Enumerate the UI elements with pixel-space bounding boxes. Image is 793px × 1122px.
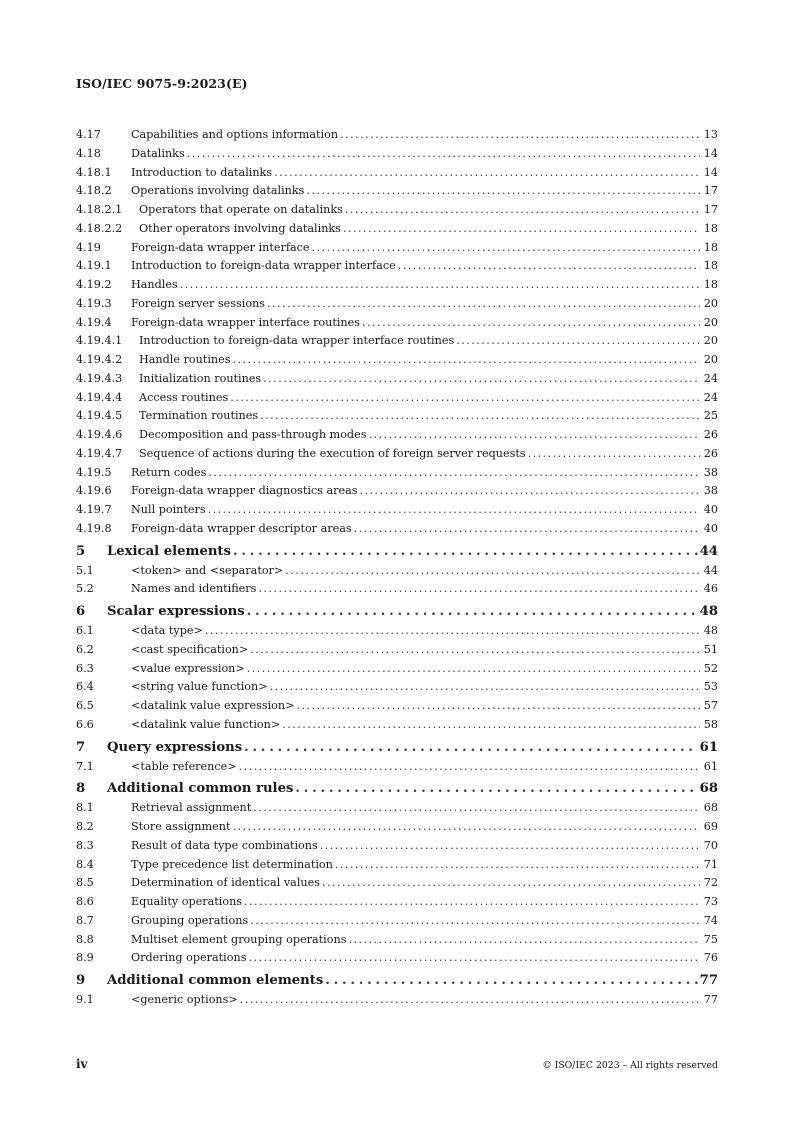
dot-leader bbox=[528, 445, 700, 464]
toc-entry-page: 58 bbox=[703, 717, 718, 731]
toc-entry-number: 4.19.4.7 bbox=[76, 446, 123, 460]
dot-leader bbox=[398, 257, 700, 276]
toc-entry-number: 4.18.2 bbox=[76, 184, 112, 198]
dot-leader bbox=[348, 931, 700, 950]
dot-leader bbox=[208, 501, 700, 520]
dot-leader bbox=[322, 874, 700, 893]
toc-entry-title: Determination of identical values bbox=[131, 876, 320, 890]
dot-leader bbox=[340, 126, 700, 145]
toc-entry-title: Introduction to foreign-data wrapper interface bbox=[131, 259, 396, 273]
toc-entry-title: <datalink value expression> bbox=[131, 699, 295, 712]
dot-leader bbox=[362, 314, 700, 333]
dot-leader bbox=[240, 991, 700, 1010]
toc-entry-number: 4.19.7 bbox=[76, 503, 112, 516]
toc-entry-page: 14 bbox=[703, 146, 718, 160]
toc-entry-title: Other operators involving datalinks bbox=[139, 221, 341, 235]
toc-entry-number: 4.19.8 bbox=[76, 521, 112, 535]
toc-entry-page: 26 bbox=[703, 446, 718, 460]
toc-entry-title: <datalink value function> bbox=[131, 717, 281, 731]
page-footer bbox=[76, 1057, 718, 1071]
toc-entry-number: 7.1 bbox=[76, 759, 94, 773]
toc-entry[interactable] bbox=[76, 351, 718, 370]
dot-leader bbox=[180, 276, 700, 295]
toc-entry-number: 4.19.4.2 bbox=[76, 353, 123, 366]
toc-entry[interactable] bbox=[76, 799, 718, 818]
toc-entry[interactable] bbox=[76, 818, 718, 837]
toc-entry-title: Operators that operate on datalinks bbox=[139, 203, 343, 216]
toc-entry[interactable] bbox=[76, 716, 718, 735]
toc-entry-number: 5 bbox=[76, 543, 86, 559]
toc-entry-number: 4.19 bbox=[76, 240, 101, 254]
toc-entry-number: 6.5 bbox=[76, 699, 94, 712]
dot-leader bbox=[274, 164, 700, 183]
dot-leader bbox=[320, 837, 700, 856]
toc-entry-page: 26 bbox=[703, 428, 718, 441]
toc-entry-page: 61 bbox=[699, 739, 718, 755]
dot-leader bbox=[247, 601, 698, 622]
dot-leader bbox=[306, 182, 700, 201]
toc-entry-page: 13 bbox=[703, 128, 718, 141]
toc-entry[interactable] bbox=[76, 562, 718, 581]
toc-entry-number: 4.19.6 bbox=[76, 484, 112, 498]
toc-entry-page: 53 bbox=[703, 680, 718, 694]
toc-entry[interactable] bbox=[76, 276, 718, 295]
toc-entry-title: Foreign server sessions bbox=[131, 296, 266, 310]
toc-entry-title: Sequence of actions during the execution of foreign server requests bbox=[139, 446, 526, 460]
toc-entry-page: 17 bbox=[703, 203, 718, 216]
toc-entry-title: Access routines bbox=[139, 390, 229, 404]
dot-leader bbox=[187, 145, 700, 164]
toc-entry-page: 44 bbox=[699, 543, 718, 559]
toc-entry-number: 5.1 bbox=[76, 563, 94, 577]
toc-entry[interactable] bbox=[76, 182, 718, 201]
toc-entry-number: 4.19.4 bbox=[76, 315, 112, 329]
toc-entry-page: 17 bbox=[703, 184, 718, 198]
toc-entry[interactable] bbox=[76, 949, 718, 968]
toc-entry-page: 44 bbox=[703, 563, 718, 577]
dot-leader bbox=[368, 426, 700, 445]
toc-entry-page: 69 bbox=[703, 820, 718, 833]
toc-entry-number: 8.8 bbox=[76, 932, 94, 946]
toc-entry-title: Lexical elements bbox=[107, 543, 231, 559]
toc-entry-number: 8 bbox=[76, 781, 86, 797]
dot-leader bbox=[258, 580, 700, 599]
dot-leader bbox=[335, 856, 700, 875]
toc-clause-entry[interactable] bbox=[76, 541, 718, 562]
toc-entry-number: 8.7 bbox=[76, 913, 94, 927]
dot-leader bbox=[343, 220, 700, 239]
toc-entry-page: 76 bbox=[703, 951, 718, 965]
toc-entry-title: Foreign-data wrapper diagnostics areas bbox=[131, 484, 358, 498]
toc-entry[interactable] bbox=[76, 678, 718, 697]
toc-entry-page: 68 bbox=[699, 781, 718, 797]
toc-clause-entry[interactable] bbox=[76, 970, 718, 991]
toc-entry[interactable] bbox=[76, 164, 718, 183]
toc-entry[interactable] bbox=[76, 295, 718, 314]
toc-entry-number: 9.1 bbox=[76, 993, 94, 1006]
toc-entry-number: 4.18.1 bbox=[76, 165, 112, 179]
toc-entry-number: 8.9 bbox=[76, 951, 94, 965]
toc-entry[interactable] bbox=[76, 314, 718, 333]
toc-entry[interactable] bbox=[76, 220, 718, 239]
toc-entry[interactable] bbox=[76, 407, 718, 426]
toc-entry[interactable] bbox=[76, 697, 718, 716]
toc-entry-title: Capabilities and options information bbox=[131, 128, 339, 141]
toc-entry-number: 6.6 bbox=[76, 717, 94, 731]
toc-entry-title: <table reference> bbox=[131, 759, 237, 773]
toc-entry-page: 40 bbox=[703, 503, 718, 516]
toc-entry-title: <token> and <separator> bbox=[131, 563, 284, 577]
toc-entry-title: Return codes bbox=[131, 465, 207, 479]
dot-leader bbox=[325, 970, 697, 991]
toc-entry-title: Retrieval assignment bbox=[131, 801, 252, 815]
toc-entry-number: 4.19.4.5 bbox=[76, 409, 123, 423]
toc-entry-number: 4.19.4.6 bbox=[76, 428, 123, 441]
toc-entry-title: Introduction to foreign-data wrapper interface routines bbox=[139, 334, 455, 348]
toc-entry-page: 46 bbox=[703, 582, 718, 596]
toc-entry[interactable] bbox=[76, 837, 718, 856]
toc-clause-entry[interactable] bbox=[76, 737, 718, 758]
toc-entry-page: 70 bbox=[703, 838, 718, 852]
dot-leader bbox=[456, 332, 700, 351]
toc-entry[interactable] bbox=[76, 145, 718, 164]
toc-entry[interactable] bbox=[76, 622, 718, 641]
toc-entry-page: 61 bbox=[703, 759, 718, 773]
toc-entry[interactable] bbox=[76, 257, 718, 276]
toc-entry[interactable] bbox=[76, 370, 718, 389]
toc-entry[interactable] bbox=[76, 912, 718, 931]
dot-leader bbox=[360, 482, 700, 501]
dot-leader bbox=[232, 818, 700, 837]
toc-entry-title: Store assignment bbox=[131, 820, 231, 833]
toc-entry-number: 4.19.4.1 bbox=[76, 334, 123, 348]
toc-entry-page: 51 bbox=[703, 642, 718, 656]
toc-entry-page: 48 bbox=[699, 604, 718, 619]
toc-entry[interactable] bbox=[76, 201, 718, 220]
toc-entry[interactable] bbox=[76, 464, 718, 483]
dot-leader bbox=[250, 912, 700, 931]
toc-entry-page: 20 bbox=[703, 353, 718, 366]
toc-entry-page: 77 bbox=[699, 973, 718, 988]
dot-leader bbox=[312, 239, 700, 258]
toc-entry-number: 4.19.5 bbox=[76, 465, 112, 479]
toc-entry[interactable] bbox=[76, 126, 718, 145]
toc-entry-number: 6.2 bbox=[76, 642, 94, 656]
toc-entry-number: 4.19.2 bbox=[76, 278, 112, 291]
toc-entry-number: 6.4 bbox=[76, 680, 94, 694]
dot-leader bbox=[208, 464, 700, 483]
toc-entry[interactable] bbox=[76, 758, 718, 777]
toc-entry-number: 4.18.2.2 bbox=[76, 221, 123, 235]
toc-entry-title: Scalar expressions bbox=[107, 604, 245, 619]
dot-leader bbox=[253, 799, 700, 818]
toc-entry-page: 24 bbox=[703, 390, 718, 404]
toc-entry-number: 6.1 bbox=[76, 624, 94, 637]
toc-entry-number: 5.2 bbox=[76, 582, 94, 596]
toc-entry-title: <cast specification> bbox=[131, 642, 249, 656]
dot-leader bbox=[354, 520, 700, 539]
toc-entry[interactable] bbox=[76, 482, 718, 501]
toc-entry-number: 6 bbox=[76, 604, 86, 619]
toc-entry-title: Termination routines bbox=[139, 409, 259, 423]
toc-entry-title: Type precedence list determination bbox=[131, 857, 333, 871]
toc-entry[interactable] bbox=[76, 520, 718, 539]
toc-entry-number: 6.3 bbox=[76, 661, 94, 675]
toc-entry[interactable] bbox=[76, 445, 718, 464]
toc-entry[interactable] bbox=[76, 426, 718, 445]
toc-entry-number: 9 bbox=[76, 973, 86, 988]
table-of-contents bbox=[76, 126, 718, 1010]
toc-entry-title: Names and identifiers bbox=[131, 582, 257, 596]
dot-leader bbox=[263, 370, 700, 389]
dot-leader bbox=[239, 758, 700, 777]
toc-entry[interactable] bbox=[76, 660, 718, 679]
toc-entry-title: <string value function> bbox=[131, 680, 268, 694]
toc-entry-title: Multiset element grouping operations bbox=[131, 932, 347, 946]
toc-entry-number: 8.4 bbox=[76, 857, 94, 871]
toc-entry-title: Datalinks bbox=[131, 146, 185, 160]
dot-leader bbox=[270, 678, 700, 697]
dot-leader bbox=[247, 660, 700, 679]
dot-leader bbox=[248, 949, 700, 968]
toc-entry-page: 75 bbox=[703, 932, 718, 946]
toc-entry-number: 7 bbox=[76, 739, 86, 755]
toc-entry[interactable] bbox=[76, 239, 718, 258]
toc-entry-page: 74 bbox=[703, 913, 718, 927]
toc-entry-number: 4.19.3 bbox=[76, 296, 112, 310]
dot-leader bbox=[205, 622, 700, 641]
toc-entry-page: 18 bbox=[703, 221, 718, 235]
toc-entry-title: <value expression> bbox=[131, 661, 245, 675]
toc-clause-entry[interactable] bbox=[76, 601, 718, 622]
toc-entry-title: Foreign-data wrapper interface routines bbox=[131, 315, 361, 329]
dot-leader bbox=[233, 541, 698, 562]
toc-entry[interactable] bbox=[76, 501, 718, 520]
toc-clause-entry[interactable] bbox=[76, 778, 718, 799]
toc-entry[interactable] bbox=[76, 856, 718, 875]
toc-entry[interactable] bbox=[76, 931, 718, 950]
toc-entry-number: 8.2 bbox=[76, 820, 94, 833]
toc-entry-page: 73 bbox=[703, 895, 718, 908]
toc-entry-number: 4.18 bbox=[76, 146, 101, 160]
toc-entry-title: Equality operations bbox=[131, 895, 243, 908]
toc-entry-page: 48 bbox=[703, 624, 718, 637]
toc-entry-page: 18 bbox=[703, 278, 718, 291]
toc-entry[interactable] bbox=[76, 332, 718, 351]
page-number: iv bbox=[76, 1057, 88, 1071]
dot-leader bbox=[244, 737, 697, 758]
toc-entry-number: 8.5 bbox=[76, 876, 94, 890]
toc-entry-page: 40 bbox=[703, 521, 718, 535]
document-header: ISO/IEC 9075-9:2023(E) bbox=[76, 76, 248, 91]
dot-leader bbox=[260, 407, 700, 426]
toc-entry-page: 68 bbox=[703, 801, 718, 815]
toc-entry-title: Decomposition and pass-through modes bbox=[139, 428, 367, 441]
toc-entry-page: 52 bbox=[703, 661, 718, 675]
toc-entry[interactable] bbox=[76, 874, 718, 893]
dot-leader bbox=[345, 201, 700, 220]
toc-entry-page: 38 bbox=[703, 465, 718, 479]
toc-entry-page: 18 bbox=[703, 259, 718, 273]
toc-entry-title: Query expressions bbox=[107, 739, 243, 755]
toc-entry-number: 4.18.2.1 bbox=[76, 203, 123, 216]
toc-entry[interactable] bbox=[76, 641, 718, 660]
dot-leader bbox=[285, 562, 700, 581]
toc-entry-title: Handles bbox=[131, 278, 178, 291]
toc-entry-page: 20 bbox=[703, 296, 718, 310]
toc-entry[interactable] bbox=[76, 580, 718, 599]
toc-entry-title: Additional common rules bbox=[107, 781, 294, 797]
toc-entry-page: 71 bbox=[703, 857, 718, 871]
toc-entry-page: 38 bbox=[703, 484, 718, 498]
dot-leader bbox=[267, 295, 700, 314]
toc-entry-page: 77 bbox=[703, 993, 718, 1006]
toc-entry[interactable] bbox=[76, 389, 718, 408]
toc-entry-title: Grouping operations bbox=[131, 913, 249, 927]
toc-entry-title: Operations involving datalinks bbox=[131, 184, 305, 198]
toc-entry-title: Foreign-data wrapper descriptor areas bbox=[131, 521, 352, 535]
toc-entry-number: 8.6 bbox=[76, 895, 94, 908]
dot-leader bbox=[244, 893, 700, 912]
toc-entry-number: 4.19.4.4 bbox=[76, 390, 123, 404]
toc-entry-title: Initialization routines bbox=[139, 371, 262, 385]
toc-entry-page: 24 bbox=[703, 371, 718, 385]
toc-entry[interactable] bbox=[76, 893, 718, 912]
toc-entry-number: 8.1 bbox=[76, 801, 94, 815]
toc-entry-title: Handle routines bbox=[139, 353, 231, 366]
toc-entry-page: 20 bbox=[703, 315, 718, 329]
toc-entry-page: 72 bbox=[703, 876, 718, 890]
toc-entry-number: 4.17 bbox=[76, 128, 101, 141]
dot-leader bbox=[230, 389, 700, 408]
dot-leader bbox=[296, 697, 700, 716]
toc-entry-title: Introduction to datalinks bbox=[131, 165, 273, 179]
toc-entry-number: 4.19.4.3 bbox=[76, 371, 123, 385]
toc-entry[interactable] bbox=[76, 991, 718, 1010]
toc-entry-page: 14 bbox=[703, 165, 718, 179]
toc-entry-title: <data type> bbox=[131, 624, 203, 637]
dot-leader bbox=[295, 778, 697, 799]
dot-leader bbox=[250, 641, 700, 660]
toc-entry-page: 57 bbox=[703, 699, 718, 712]
toc-entry-page: 25 bbox=[703, 409, 718, 423]
toc-entry-number: 4.19.1 bbox=[76, 259, 112, 273]
toc-entry-page: 20 bbox=[703, 334, 718, 348]
toc-entry-title: Foreign-data wrapper interface bbox=[131, 240, 310, 254]
dot-leader bbox=[232, 351, 700, 370]
toc-entry-title: Null pointers bbox=[131, 503, 206, 516]
copyright-notice: © ISO/IEC 2023 – All rights reserved bbox=[542, 1060, 718, 1071]
dot-leader bbox=[282, 716, 700, 735]
toc-entry-title: Result of data type combinations bbox=[131, 838, 318, 852]
toc-entry-title: Ordering operations bbox=[131, 951, 247, 965]
toc-entry-title: Additional common elements bbox=[107, 973, 324, 988]
toc-entry-page: 18 bbox=[703, 240, 718, 254]
toc-entry-number: 8.3 bbox=[76, 838, 94, 852]
toc-entry-title: <generic options> bbox=[131, 993, 238, 1006]
